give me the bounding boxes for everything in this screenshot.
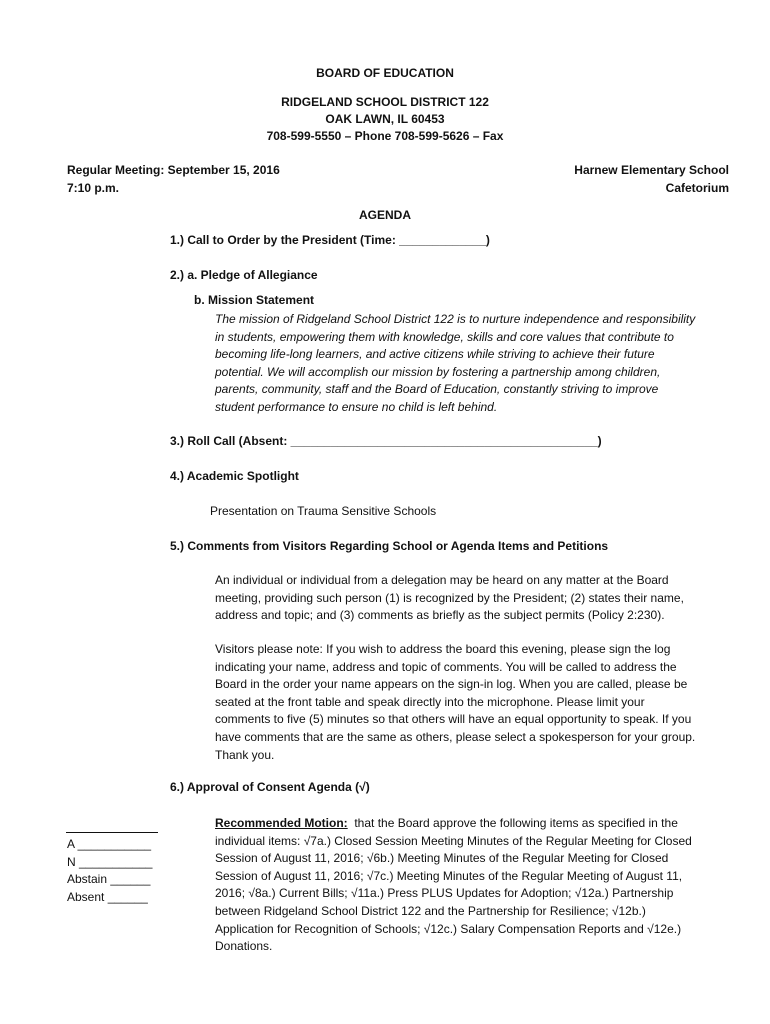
vote-tally — [67, 836, 152, 906]
motion-label: Recommended Motion: — [215, 816, 348, 830]
agenda-item-3: 3.) Roll Call (Absent: ______________________________________________) — [170, 434, 602, 448]
motion-line: individual items: √7a.) Closed Session Meeting Minutes of the Regular Meeting for Closed — [215, 833, 692, 848]
recommended-motion — [215, 815, 745, 956]
tally-rule — [66, 832, 158, 833]
visitor-note-paragraph — [215, 641, 735, 764]
paragraph-line: indicating your name, address and topic of comments. You will be called to address the — [215, 659, 677, 674]
mission-line: student performance to ensure no child is left behind. — [215, 399, 498, 414]
motion-line: Session of August 11, 2016; √7c.) Meeting Minutes of the Regular Meeting of August 11, — [215, 868, 683, 883]
mission-line: parents, community, staff and the Board of Education, constantly striving to improve — [215, 382, 659, 397]
mission-line: in students, empowering them with knowledge, skills and core values that contribute to — [215, 329, 674, 344]
tally-aye: A ___________ — [67, 837, 152, 851]
agenda-item-6: 6.) Approval of Consent Agenda (√) — [170, 780, 370, 794]
motion-first-line — [215, 815, 745, 833]
mission-statement — [215, 311, 735, 417]
agenda-item-1: 1.) Call to Order by the President (Time: _____________) — [170, 233, 490, 247]
district-city: OAK LAWN, IL 60453 — [325, 112, 445, 126]
motion-line: 2016; √8a.) Current Bills; √11a.) Press PLUS Updates for Adoption; √12a.) Partnership — [215, 886, 674, 901]
motion-line: between Ridgeland School District 122 and the Partnership for Resilience; √12b.) — [215, 903, 646, 918]
motion-line: Application for Recognition of Schools; √12c.) Salary Compensation Reports and √12e.) — [215, 921, 682, 936]
district-name: RIDGELAND SCHOOL DISTRICT 122 — [281, 95, 489, 109]
agenda-item-2b: b. Mission Statement — [194, 293, 315, 307]
agenda-item-5: 5.) Comments from Visitors Regarding School or Agenda Items and Petitions — [170, 539, 609, 553]
agenda-item-4-detail: Presentation on Trauma Sensitive Schools — [210, 504, 437, 518]
meeting-type-date: Regular Meeting: September 15, 2016 — [67, 163, 280, 177]
paragraph-line: address and topic; and (3) comments as briefly as the subject permits (Policy 2:230). — [215, 608, 665, 623]
mission-line: potential. We will accomplish our mission by fostering a partnership among children, — [215, 364, 661, 379]
tally-nay: N ___________ — [67, 854, 153, 869]
meeting-location: Harnew Elementary School — [574, 163, 729, 177]
motion-line: Donations. — [215, 939, 273, 954]
board-title: BOARD OF EDUCATION — [316, 66, 454, 80]
tally-absent: Absent ______ — [67, 889, 148, 904]
paragraph-line: Visitors please note: If you wish to address the board this evening, please sign the log — [215, 642, 671, 656]
tally-abstain: Abstain ______ — [67, 872, 151, 887]
mission-line: becoming life-long learners, and active citizens while striving to achieve their future — [215, 347, 655, 362]
meeting-room: Cafetorium — [665, 181, 729, 195]
paragraph-line: have comments that are the same as others, please select a spokesperson for your group. — [215, 729, 696, 744]
paragraph-line: Board in the order your name appears on the sign-in log. When you are called, please be — [215, 677, 688, 692]
paragraph-line: Thank you. — [215, 747, 275, 762]
paragraph-line: seated at the front table and speak directly into the microphone. Please limit your — [215, 694, 645, 709]
motion-first-text: that the Board approve the following items as specified in the — [347, 816, 678, 830]
agenda-item-4: 4.) Academic Spotlight — [170, 469, 299, 483]
meeting-time: 7:10 p.m. — [67, 181, 120, 195]
paragraph-line: meeting, providing such person (1) is recognized by the President; (2) states their name, — [215, 590, 684, 605]
mission-line: The mission of Ridgeland School District 122 is to nurture independence and responsibility — [215, 312, 696, 326]
agenda-heading: AGENDA — [358, 208, 411, 222]
district-contact: 708-599-5550 – Phone 708-599-5626 – Fax — [266, 129, 504, 143]
motion-line: Session of August 11, 2016; √6b.) Meeting Minutes of the Regular Meeting for Closed — [215, 851, 669, 866]
paragraph-line: An individual or individual from a delegation may be heard on any matter at the Board — [215, 573, 669, 587]
paragraph-line: comments to five (5) minutes so that others will have an equal opportunity to speak. If you — [215, 712, 692, 727]
agenda-item-2a: 2.) a. Pledge of Allegiance — [170, 268, 318, 282]
visitor-policy-paragraph — [215, 572, 735, 625]
